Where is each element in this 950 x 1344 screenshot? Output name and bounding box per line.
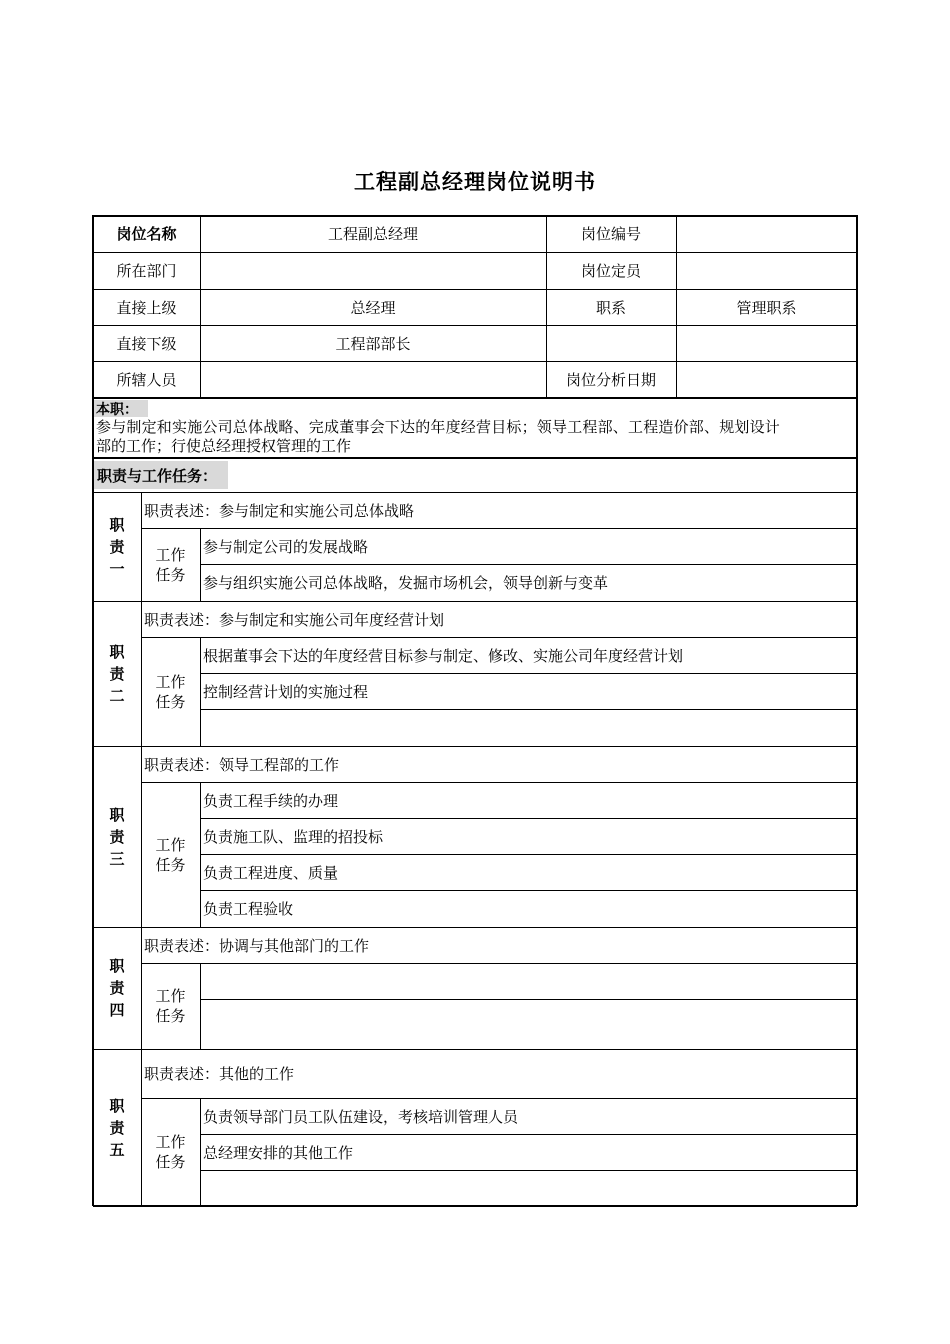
row-divider [200,1134,857,1135]
duty-label-char: 责 [109,664,125,683]
section-divider [93,457,857,459]
duty-3-description: 职责表述：领导工程部的工作 [144,755,340,774]
task-item: 负责领导部门员工队伍建设，考核培训管理人员 [203,1107,519,1126]
info-analysis-date-value [676,361,857,397]
duty-label-char: 三 [109,849,125,868]
info-empty-cell [676,325,857,361]
row-divider [141,637,857,638]
duty-4-label [93,927,141,1049]
task-item: 负责工程进度、质量 [203,863,339,882]
duty-label-char: 四 [109,1001,125,1019]
duty-summary-text-line-2: 部的工作；行使总经理授权管理的工作 [96,436,352,455]
info-dept-label: 所在部门 [116,262,177,280]
task-label [141,528,200,601]
row-divider [200,673,857,674]
row-divider [141,528,857,529]
task-label-text: 任务 [155,1007,186,1025]
row-divider [141,1098,857,1099]
page-title: 工程副总经理岗位说明书 [354,170,596,194]
task-label [141,782,200,927]
task-label [141,963,200,1049]
column-divider [141,601,142,746]
task-label-text: 任务 [155,692,186,711]
task-item: 负责工程验收 [203,900,294,918]
task-label-text: 任务 [155,855,186,874]
duty-5-description: 职责表述：其他的工作 [144,1065,295,1083]
column-divider [676,215,677,397]
column-divider [200,1098,201,1206]
info-post-code-value [676,215,857,252]
task-item [200,999,857,1049]
column-divider [141,746,142,927]
duty-label-char: 二 [109,686,125,705]
table-border-left [92,215,94,1206]
task-label [141,1098,200,1206]
task-item: 总经理安排的其他工作 [203,1143,354,1162]
column-divider [141,1049,142,1206]
task-item: 根据董事会下达的年度经营目标参与制定、修改、实施公司年度经营计划 [203,646,684,665]
task-label-text: 工作 [155,672,186,691]
row-divider [93,289,857,290]
duty-label-char: 职 [109,957,125,975]
task-label-text: 工作 [155,987,186,1005]
duty-label-char: 职 [109,642,125,661]
duty-summary-text-line-1: 参与制定和实施公司总体战略、完成董事会下达的年度经营目标；领导工程部、工程造价部、规划设计 [96,417,781,436]
duty-label-char: 责 [109,1118,125,1137]
duty-3-label [93,746,141,927]
row-divider [200,890,857,891]
info-analysis-date-label: 岗位分析日期 [565,370,656,389]
duty-label-char: 职 [109,805,125,824]
duty-label-char: 责 [109,537,125,556]
duty-label-char: 责 [109,827,125,846]
column-divider [200,528,201,601]
duty-label-char: 五 [109,1140,125,1159]
duty-1-description: 职责表述：参与制定和实施公司总体战略 [144,501,415,520]
row-divider [200,999,857,1000]
task-label-text: 工作 [155,1133,186,1151]
column-divider [141,492,142,601]
row-divider [93,252,857,253]
task-item: 控制经营计划的实施过程 [203,682,369,701]
task-item [200,1170,857,1206]
duty-5-label [93,1049,141,1206]
duty-2-description: 职责表述：参与制定和实施公司年度经营计划 [144,610,445,629]
task-item: 负责工程手续的办理 [203,791,339,810]
row-divider [200,1170,857,1171]
info-post-name-value: 工程副总经理 [327,225,418,243]
duty-summary-label: 本职： [94,400,148,417]
task-item: 参与制定公司的发展战略 [203,537,369,556]
duty-label-char: 责 [109,979,125,997]
duty-4-description: 职责表述：协调与其他部门的工作 [144,936,370,955]
info-subordinate-value: 工程部部长 [335,334,411,353]
row-divider [200,709,857,710]
task-item [200,709,857,746]
table-border-top [93,215,857,217]
task-label [141,637,200,746]
task-label-text: 任务 [155,1153,186,1171]
task-label-text: 工作 [155,835,186,854]
column-divider [200,637,201,746]
task-label-text: 工作 [155,545,186,564]
info-series-value: 管理职系 [736,298,797,317]
info-staff-label: 所辖人员 [116,370,177,389]
task-item [200,963,857,999]
info-series-label: 职系 [595,298,626,317]
column-divider [141,927,142,1049]
info-headcount-label: 岗位定员 [580,262,641,280]
row-divider [93,361,857,362]
column-divider [200,782,201,927]
info-superior-value: 总经理 [350,298,396,317]
row-divider [200,818,857,819]
row-divider [200,854,857,855]
column-divider [200,963,201,1049]
task-item: 负责施工队、监理的招投标 [203,827,384,846]
section-divider [93,397,857,399]
row-divider [141,782,857,783]
row-divider [93,325,857,326]
info-staff-value [200,361,546,397]
task-item: 参与组织实施公司总体战略，发掘市场机会，领导创新与变革 [203,574,609,592]
info-empty-cell [546,325,676,361]
column-divider [200,215,201,397]
info-headcount-value [676,252,857,289]
table-border-right [856,215,858,1206]
info-post-code-label: 岗位编号 [580,225,641,243]
duty-label-char: 职 [109,515,125,534]
info-subordinate-label: 直接下级 [116,334,177,353]
duty-1-label [93,492,141,601]
task-label-text: 任务 [155,565,186,584]
info-post-name-label: 岗位名称 [116,225,177,243]
table-border-bottom [93,1205,857,1207]
row-divider [200,564,857,565]
duty-label-char: 一 [109,559,125,578]
duties-heading: 职责与工作任务： [94,461,228,489]
duty-2-label [93,601,141,746]
row-divider [141,963,857,964]
info-dept-value [200,252,546,289]
column-divider [546,215,547,397]
duty-label-char: 职 [109,1096,125,1115]
info-superior-label: 直接上级 [116,298,177,317]
